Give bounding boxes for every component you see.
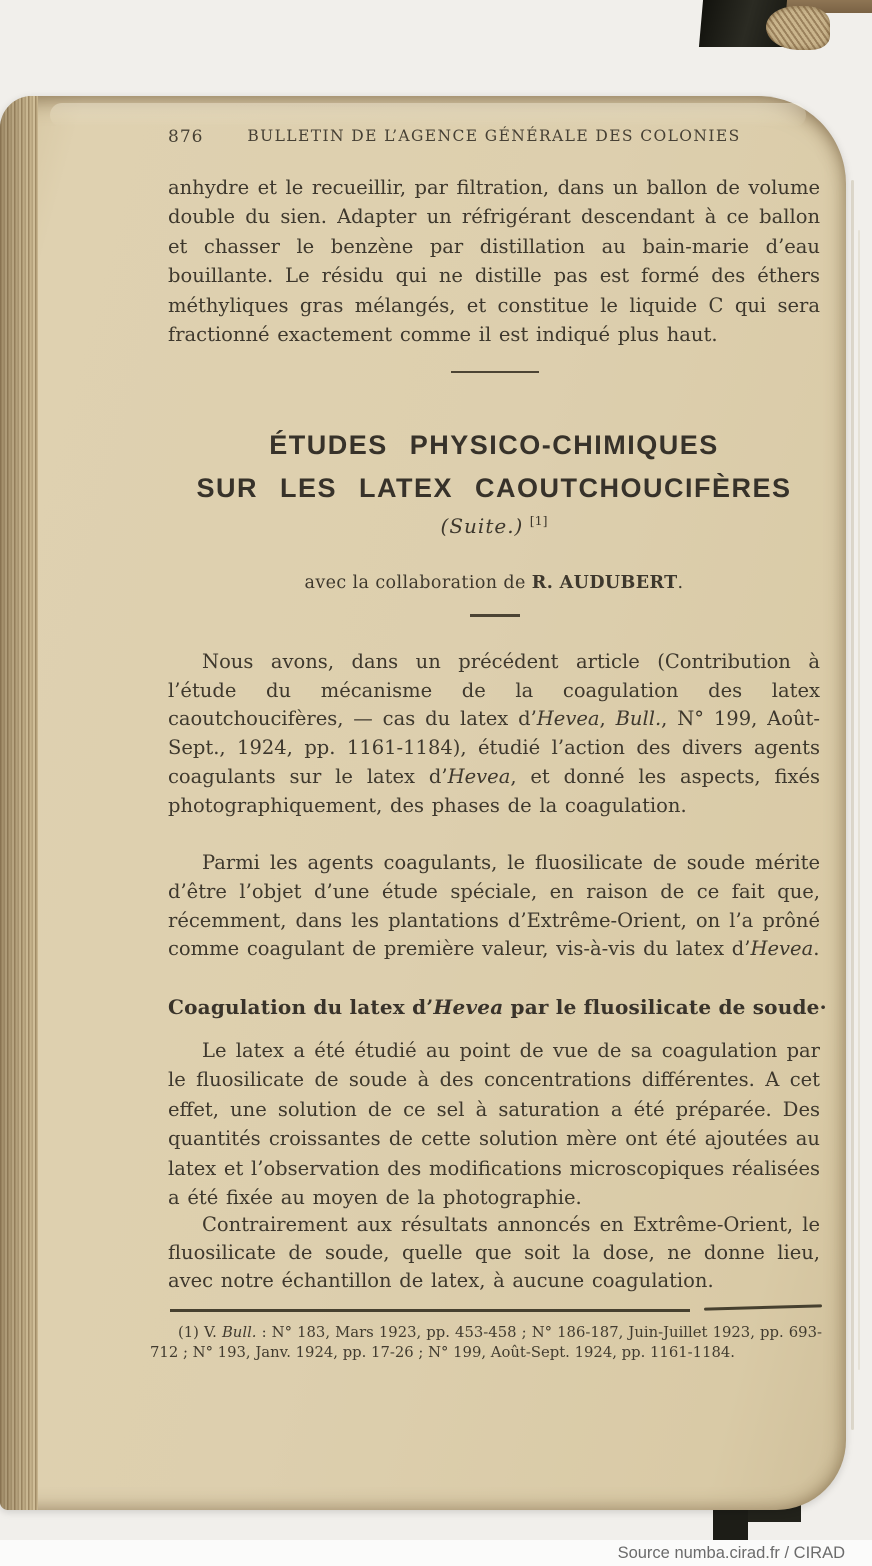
article-paragraph-1: Nous avons, dans un précédent article (Contribution à l’étude du mécanisme de la coagulation des latex caoutchoucifères, — cas du latex d’Hevea, Bull., N° 199, Août-Sept., 1924, pp. 1161-1184), étudié l’action des divers agents coagulants sur le latex d’Hevea, et donné les aspects, fixés photographiquement, des phases de la coagulation. <box>168 650 821 817</box>
footnote-rule <box>170 1309 690 1312</box>
article-title-line-1: ÉTUDES PHYSICO-CHIMIQUES <box>269 430 719 460</box>
footnote-text: (1) V. Bull. : N° 183, Mars 1923, pp. 453-458 ; N° 186-187, Juin-Juillet 1923, pp. 693-712 ; N° 193, Janv. 1924, pp. 17-26 ; N° 199, Août-Sept. 1924, pp. 1161-1184. <box>150 1324 822 1361</box>
attribution-bar <box>0 1540 872 1566</box>
article-title-line-2: SUR LES LATEX CAOUTCHOUCIFÈRES <box>196 473 792 503</box>
page-number: 876 <box>168 127 204 147</box>
byline: avec la collaboration de R. AUDUBERT. <box>304 573 684 593</box>
article-subtitle <box>168 513 820 538</box>
intro-paragraph: anhydre et le recueillir, par filtration, dans un ballon de volume double du sien. Adapter un réfrigérant descendant à ce ballon et chasser le benzène par distillation au bain-marie d’eau bouillante. Le résidu qui ne distille pas est formé des éthers méthyliques gras mélangés, et constitue le liquide C qui sera fractionné exactement comme il est indiqué plus haut. <box>168 176 820 347</box>
journal-header: BULLETIN DE L’AGENCE GÉNÉRALE DES COLONIES <box>247 127 741 145</box>
section-paragraph-1: Le latex a été étudié au point de vue de sa coagulation par le fluosilicate de soude à des concentrations différentes. A cet effet, une solution de ce sel à saturation a été préparée. Des quantités croissantes de cette solution mère ont été ajoutées au latex et l’observation des modifications microscopiques réalisées a été fixée au moyen de la photographie. <box>168 1039 820 1210</box>
section-divider <box>451 371 539 373</box>
running-header <box>168 127 820 145</box>
article-title <box>168 424 820 510</box>
subtitle-text: (Suite.) <box>440 514 524 538</box>
byline-divider <box>470 614 520 617</box>
article-paragraph-2: Parmi les agents coagulants, le fluosilicate de soude mérite d’être l’objet d’une étude spéciale, en raison de ce fait que, récemment, dans les plantations d’Extrême-Orient, on l’a prôné comme coagulant de première valeur, vis-à-vis du latex d’Hevea. <box>168 851 820 961</box>
footnote-reference: [1] <box>529 513 548 528</box>
section-paragraph-2: Contrairement aux résultats annoncés en Extrême-Orient, le fluosilicate de soude, quelle que soit la dose, ne donne lieu, avec notre échantillon de latex, à aucune coagulation. <box>168 1213 820 1292</box>
footnote-rule-end <box>704 1304 822 1310</box>
section-heading: Coagulation du latex d’Hevea par le fluosilicate de soude· <box>168 995 827 1019</box>
source-attribution: Source numba.cirad.fr / CIRAD <box>617 1543 845 1562</box>
